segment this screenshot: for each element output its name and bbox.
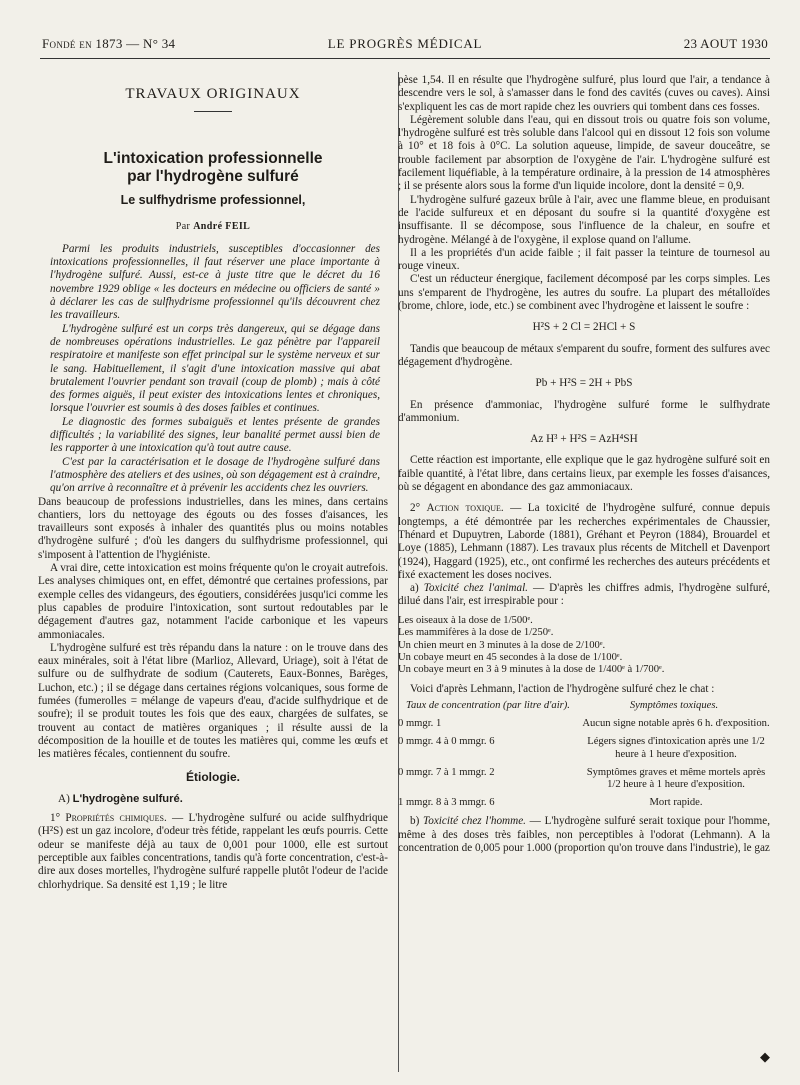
body-paragraph: Il a les propriétés d'un acide faible ; il fait passer la teinture de tournesol au rouge vineux.	[398, 246, 770, 273]
lehmann-intro: Voici d'après Lehmann, l'action de l'hydrogène sulfuré chez le chat :	[410, 682, 715, 695]
abstract-paragraph: C'est par la caractérisation et le dosage de l'hydrogène sulfuré dans l'atmosphère des ateliers et des usines, où son dégagement est à craindre, qu'on arrive à reconnaître et à prévenir les accidents chez les ouvriers.	[50, 455, 380, 495]
author-prefix: Par	[175, 220, 191, 232]
left-column	[38, 74, 388, 892]
heading-letter: A)	[58, 792, 70, 805]
abstract-paragraph: L'hydrogène sulfuré est un corps très dangereux, qui se dégage dans de nombreuses opérations industrielles. Le gaz pénètre par l'appareil respiratoire et manifeste son effet principal sur le système nerveux et sur le sang. Habituellement, il s'agit d'une intoxication massive qui abat brutalement l'ouvrier pendant son travail (coup de plomb) ; mais à côté des formes aiguës, il peut exister des intoxications lentes et chroniques, lorsque l'ouvrier est soumis à des doses faibles et continues.	[50, 322, 380, 415]
human-label: Toxicité chez l'homme.	[423, 815, 526, 828]
table-cell-concentration: 0 mmgr. 1	[398, 718, 442, 730]
body-paragraph: L'hydrogène sulfuré gazeux brûle à l'air, avec une flamme bleue, en produisant de l'acide sulfureux et en déposant du soufre si la quantité d'oxygène est insuffisante. Il se décompose, sous l'influence de la chaleur, en soufre et hydrogène. Mélangé à de l'oxygène, il explose quand on l'allume.	[398, 193, 770, 246]
animal-label: Toxicité chez l'animal.	[423, 582, 528, 595]
animal-toxicity-paragraph	[398, 582, 770, 609]
toxic-action-number: 2°	[410, 502, 421, 515]
introduction	[38, 496, 388, 762]
dose-item: Un cobaye meurt en 45 secondes à la dose de 1/100ᵉ.	[398, 651, 623, 663]
body-paragraph: En présence d'ammoniac, l'hydrogène sulfuré forme le sulfhydrate d'ammonium.	[398, 398, 770, 424]
heading-hydrogene-sulfure	[58, 793, 388, 806]
header-journal-title: LE PROGRÈS MÉDICAL	[327, 36, 483, 51]
animal-text: — D'après les chiffres admis, l'hydrogène sulfuré, dilué dans l'air, est irrespirable pour :	[398, 582, 770, 608]
equation-chlorine: H²S + 2 Cl = 2HCl + S	[532, 321, 636, 334]
author-line	[38, 220, 388, 233]
dose-item: Un chien meurt en 3 minutes à la dose de 2/100ᵉ.	[398, 639, 606, 651]
article-subtitle: Le sulfhydrisme professionnel,	[120, 193, 306, 208]
heading-text: L'hydrogène sulfuré.	[72, 792, 183, 805]
properties-label: Propriétés chimiques.	[65, 812, 167, 825]
article-title-line-1: L'intoxication professionnelle	[103, 150, 323, 168]
table-cell-concentration: 0 mmgr. 4 à 0 mmgr. 6	[398, 736, 495, 748]
human-toxicity-paragraph	[398, 815, 770, 855]
body-paragraph: C'est un réducteur énergique, facilement décomposé par les corps simples. Les uns s'emparent de l'hydrogène, les autres du soufre. La plupart des métalloïdes (brome, chlore, iode, etc.) se combinent avec l'hydrogène et laissent le soufre :	[398, 273, 770, 313]
animal-prefix: a)	[410, 582, 419, 595]
section-title: TRAVAUX ORIGINAUX	[125, 86, 301, 102]
dose-item: Les mammifères à la dose de 1/250ᵉ.	[398, 627, 554, 639]
dose-list	[398, 615, 770, 677]
section-rule	[194, 111, 232, 112]
equation-ammonia: Az H³ + H²S = AzH⁴SH	[530, 433, 638, 446]
toxicity-table	[398, 700, 770, 815]
continuation-diamond-icon: ◆	[760, 1049, 770, 1064]
header-date: 23 AOUT 1930	[683, 36, 768, 51]
table-cell-symptom: Symptômes graves et même mortels après 1/2 heure à 1 heure d'exposition.	[586, 766, 766, 791]
body-paragraph: Dans beaucoup de professions industrielles, dans les mines, dans certains chantiers, lors du nettoyage des égouts ou des fosses d'aisances, les travailleurs sont exposés à inhaler des quantités plus ou moins notables d'hydrogène sulfuré ; d'où les dangers du sulfhydrisme professionnel, qui s'imposent à l'attention de l'hygiéniste.	[38, 495, 388, 561]
right-column	[398, 74, 770, 855]
body-paragraph: pèse 1,54. Il en résulte que l'hydrogène sulfuré, plus lourd que l'air, a tendance à descendre vers le sol, à s'amasser dans le fond des cavités (cuves ou caves). Ainsi s'expliquent les cas de mort rapide chez les ouvriers qui tombent dans ces fosses.	[398, 74, 770, 113]
body-paragraph: Cette réaction est importante, elle explique que le gaz hydrogène sulfuré soit en faible quantité, à l'état libre, dans certains lieux, par exemple les fosses d'aisances, où se dégagent en abondance des gaz ammoniacaux.	[398, 454, 770, 494]
body-paragraph: Légèrement soluble dans l'eau, qui en dissout trois ou quatre fois son volume, l'hydrogène sulfuré est très soluble dans l'alcool qui en dissout 12 fois son volume à 10° et 18 fois à 0°C. La solution aqueuse, limpide, de saveur douceâtre, se trouble facilement par absorption de l'oxygène de l'air. L'hydrogène sulfuré est facilement liquéfiable, à la température ordinaire, à la pression de 14 atmosphères ; il se présente alors sous la forme d'un liquide incolore, dont la densité = 0,9.	[398, 113, 770, 193]
toxic-action-label: Action toxique.	[426, 502, 504, 515]
article-title	[38, 150, 388, 186]
properties-number: 1°	[50, 812, 61, 825]
dose-item: Un cobaye meurt en 3 à 9 minutes à la dose de 1/400ᵉ à 1/700ᵉ.	[398, 664, 665, 676]
heading-etiologie: Étiologie.	[186, 770, 240, 785]
equation-lead: Pb + H²S = 2H + PbS	[535, 377, 633, 390]
human-prefix: b)	[410, 815, 420, 828]
table-cell-symptom: Légers signes d'intoxication après une 1/2 heure à 1 heure d'exposition.	[587, 736, 765, 760]
dose-item: Les oiseaux à la dose de 1/500ᵉ.	[398, 614, 533, 626]
body-paragraph: Tandis que beaucoup de métaux s'emparent du soufre, forment des sulfures avec dégagement d'hydrogène.	[398, 342, 770, 368]
header-rule	[40, 58, 770, 59]
abstract-paragraph: Le diagnostic des formes subaiguës et lentes présente de grandes difficultés ; la variabilité des signes, leur banalité permet aussi bien de les rapporter à une intoxication qu'à tout autre cause.	[50, 415, 380, 455]
abstract	[38, 243, 388, 496]
toxic-action-text: — La toxicité de l'hydrogène sulfuré, connue depuis longtemps, a été démontrée par les recherches expérimentales de Chaussier, Thénard et Dupuytren, Laborde (1881), Gréhant et Peyron (1884), Brouardel et Loye (1885), Lehmann (1887). Les travaux plus récents de Mitchell et Davenport (1924), Haggard (1925), etc., ont confirmé les recherches des auteurs précédents et fixé exactement les doses nocives.	[398, 502, 770, 581]
properties-paragraph	[38, 812, 388, 892]
header-founded: Fondé en 1873 — N° 34	[42, 36, 176, 51]
properties-text: — L'hydrogène sulfuré ou acide sulfhydrique (H²S) est un gaz incolore, d'odeur très fétide, rappelant les œufs pourris. Cette odeur se manifeste déjà au taux de 0,001 pour 1000, elle est surtout perceptible aux faibles concentrations, tandis qu'à forte concentration, c'est-à-dire aux doses mortelles, l'hydrogène sulfuré rappelle plutôt l'odeur de l'acide chlorhydrique. Sa densité est 1,19 ; le litre	[38, 812, 388, 891]
table-cell-symptom: Aucun signe notable après 6 h. d'exposition.	[582, 718, 770, 730]
abstract-paragraph: Parmi les produits industriels, susceptibles d'occasionner des intoxications professionnelles, il faut réserver une place importante à l'hydrogène sulfuré. Aussi, est-ce à juste titre que le décret du 16 novembre 1929 oblige « les docteurs en médecine ou officiers de santé » à déclarer les cas de sulfhydrisme professionnel qu'ils découvrent chez les travailleurs.	[50, 242, 380, 322]
human-text: — L'hydrogène sulfuré serait toxique pour l'homme, même à des doses très faibles, non perceptibles à l'odorat (Lehmann). A la concentration de 0,005 pour 1.000 (proportion qu'on trouve dans l'industrie), le gaz	[398, 815, 771, 855]
author-name: André FEIL	[193, 220, 251, 232]
table-cell-concentration: 1 mmgr. 8 à 3 mmgr. 6	[398, 797, 495, 809]
body-paragraph: A vrai dire, cette intoxication est moins fréquente qu'on le croyait autrefois. Les analyses chimiques ont, en effet, démontré que certaines professions, par exemple celles des vidangeurs, des égoutiers, considérées jusqu'ici comme les plus capables de produire l'intoxication, sont surtout redoutables par le dégagement d'autres gaz, notamment l'acide carbonique et les vapeurs ammoniacales.	[38, 562, 388, 641]
table-cell-concentration: 0 mmgr. 7 à 1 mmgr. 2	[398, 766, 495, 778]
table-cell-symptom: Mort rapide.	[649, 797, 703, 809]
body-paragraph: L'hydrogène sulfuré est très répandu dans la nature : on le trouve dans des eaux minérales, soit à l'état libre (Marlioz, Allevard, Uriage), soit à l'état de sulfure ou de sulfhydrate de sodium (Cauterets, Eaux-Bonnes, Barèges, Luchon, etc.) ; il se dégage dans certaines régions volcaniques, sous forme de fumées (fumerolles = mélange de vapeurs d'eau, d'acide sulfhydrique et de soufre); il se produit toutes les fois que des eaux, chargées de sulfates, se trouvent au contact de matières organiques ; il résulte aussi de la décomposition de la houille et de toutes les matières qui, comme les œufs et les matières fécales, contiennent du soufre.	[38, 641, 388, 761]
table-header-symptoms: Symptômes toxiques.	[629, 700, 719, 712]
table-header-concentration: Taux de concentration (par litre d'air).	[406, 700, 570, 712]
article-title-line-2: par l'hydrogène sulfuré	[127, 168, 299, 186]
toxic-action-paragraph	[398, 502, 770, 582]
running-header	[42, 36, 768, 54]
